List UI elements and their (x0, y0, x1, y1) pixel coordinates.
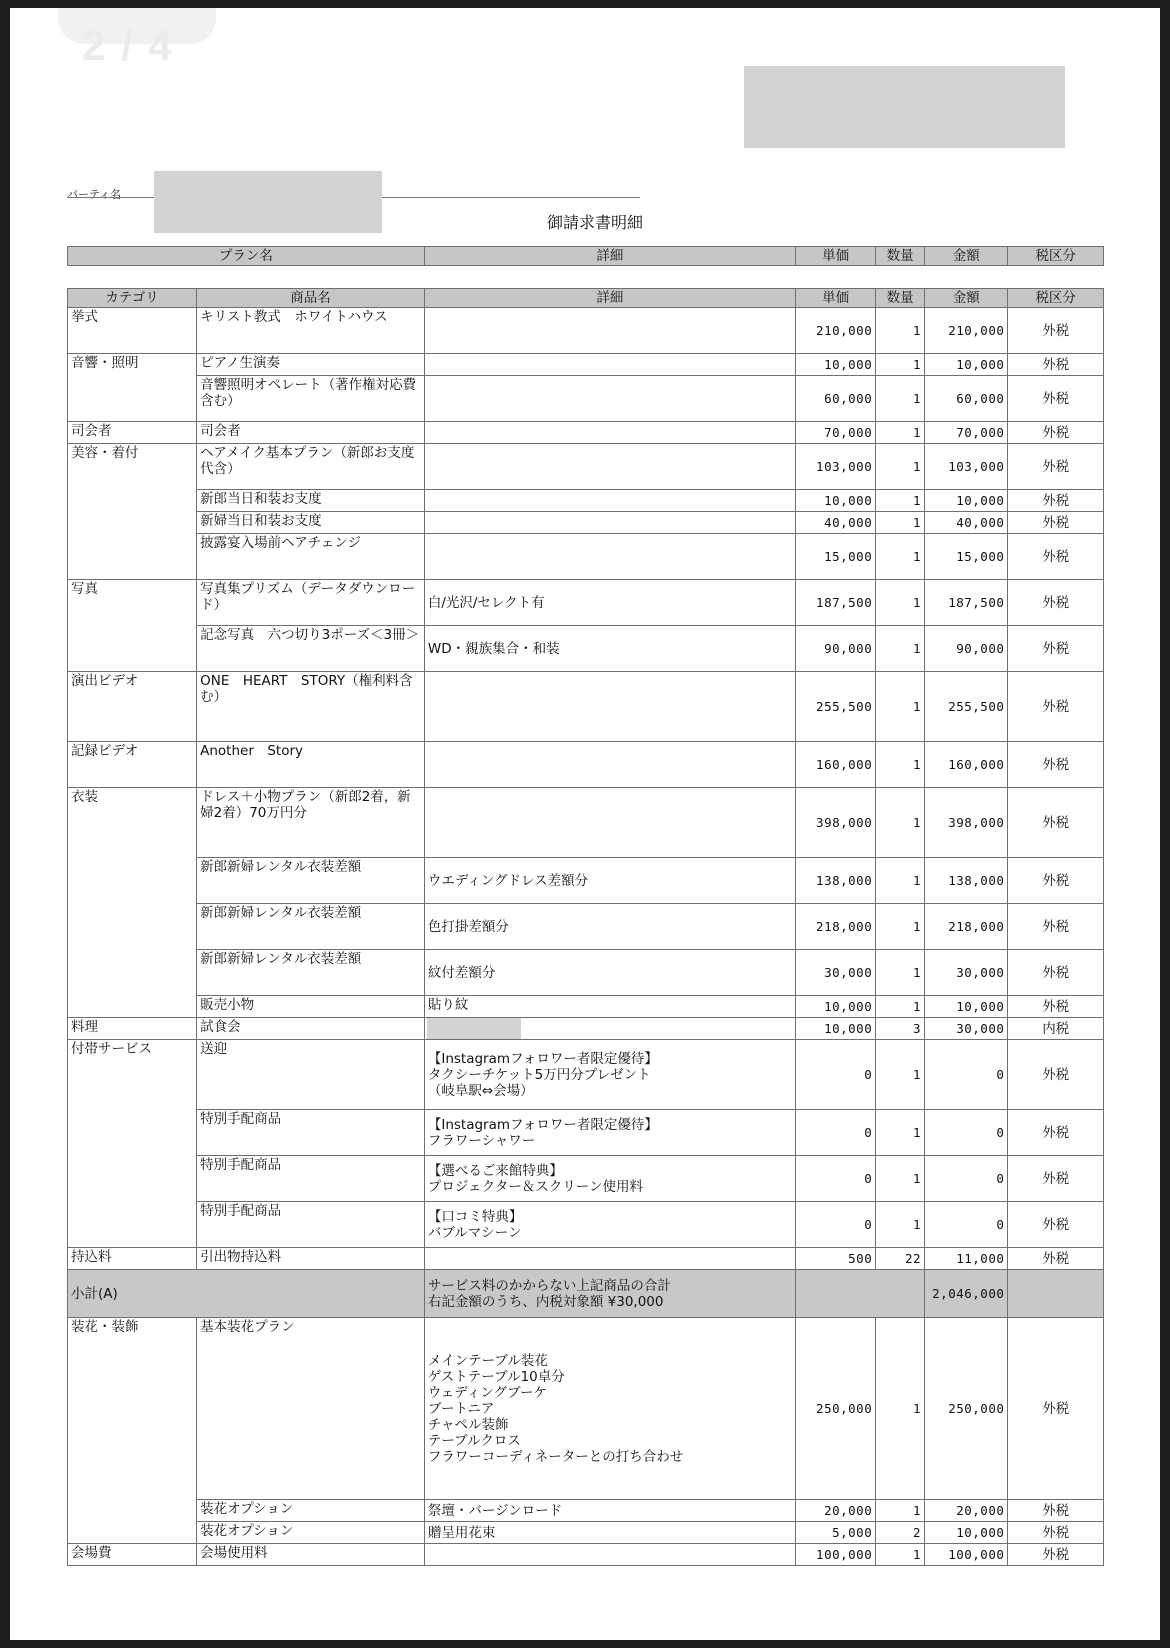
detail-cell (424, 512, 795, 534)
amount-cell: 10,000 (925, 1522, 1008, 1544)
col-unit-price: 単価 (795, 289, 875, 308)
redacted-header-block (744, 66, 1065, 148)
category-cell: 会場費 (68, 1544, 197, 1566)
unit-price-cell: 5,000 (795, 1522, 875, 1544)
product-cell: 披露宴入場前ヘアチェンジ (197, 534, 425, 580)
detail-cell (424, 354, 795, 376)
amount-cell: 218,000 (925, 904, 1008, 950)
product-cell: 装花オプション (197, 1500, 425, 1522)
product-cell: 新郎新婦レンタル衣装差額 (197, 950, 425, 996)
qty-cell: 1 (876, 354, 925, 376)
amount-cell: 40,000 (925, 512, 1008, 534)
tax-cell: 外税 (1008, 950, 1104, 996)
unit-price-cell: 210,000 (795, 308, 875, 354)
detail-cell: 【選べるご来館特典】 プロジェクター＆スクリーン使用料 (424, 1156, 795, 1202)
detail-cell (424, 788, 795, 858)
amount-cell: 103,000 (925, 444, 1008, 490)
product-cell: 基本装花プラン (197, 1318, 425, 1500)
qty-cell: 1 (876, 904, 925, 950)
table-row (68, 534, 1104, 580)
unit-price-cell: 255,500 (795, 672, 875, 742)
amount-cell: 138,000 (925, 858, 1008, 904)
detail-cell: 贈呈用花束 (424, 1522, 795, 1544)
category-cell: 付帯サービス (68, 1040, 197, 1248)
tax-cell: 外税 (1008, 490, 1104, 512)
qty-cell: 1 (876, 1156, 925, 1202)
col-tax: 税区分 (1008, 247, 1104, 266)
qty-cell: 1 (876, 858, 925, 904)
category-cell: 司会者 (68, 422, 197, 444)
qty-cell: 1 (876, 1318, 925, 1500)
amount-cell: 30,000 (925, 950, 1008, 996)
product-cell: 送迎 (197, 1040, 425, 1110)
category-cell: 記録ビデオ (68, 742, 197, 788)
tax-cell: 外税 (1008, 858, 1104, 904)
tax-cell: 外税 (1008, 534, 1104, 580)
tax-cell: 外税 (1008, 1522, 1104, 1544)
category-cell: 装花・装飾 (68, 1318, 197, 1544)
subtotal-empty (795, 1270, 924, 1318)
product-cell: 記念写真 六つ切り3ポーズ＜3冊＞ (197, 626, 425, 672)
table-row (68, 1110, 1104, 1156)
unit-price-cell: 218,000 (795, 904, 875, 950)
unit-price-cell: 250,000 (795, 1318, 875, 1500)
qty-cell: 1 (876, 534, 925, 580)
amount-cell: 250,000 (925, 1318, 1008, 1500)
unit-price-cell: 10,000 (795, 1018, 875, 1040)
detail-cell (424, 308, 795, 354)
col-amount: 金額 (925, 247, 1008, 266)
unit-price-cell: 10,000 (795, 996, 875, 1018)
tax-cell: 外税 (1008, 1110, 1104, 1156)
amount-cell: 70,000 (925, 422, 1008, 444)
qty-cell: 1 (876, 1202, 925, 1248)
table-row (68, 996, 1104, 1018)
detail-cell (424, 422, 795, 444)
amount-cell: 10,000 (925, 996, 1008, 1018)
qty-cell: 1 (876, 672, 925, 742)
tax-cell: 外税 (1008, 422, 1104, 444)
table-row (68, 512, 1104, 534)
tax-cell: 外税 (1008, 742, 1104, 788)
unit-price-cell: 10,000 (795, 490, 875, 512)
table-row (68, 1018, 1104, 1040)
detail-cell: 色打掛差額分 (424, 904, 795, 950)
product-cell: Another Story (197, 742, 425, 788)
product-cell: 司会者 (197, 422, 425, 444)
table-row (68, 1318, 1104, 1500)
table-row (68, 354, 1104, 376)
col-qty: 数量 (876, 289, 925, 308)
qty-cell: 1 (876, 742, 925, 788)
unit-price-cell: 0 (795, 1202, 875, 1248)
detail-cell: ウエディングドレス差額分 (424, 858, 795, 904)
tax-cell: 外税 (1008, 672, 1104, 742)
detail-cell (424, 1544, 795, 1566)
table-row (68, 580, 1104, 626)
product-cell: 新郎新婦レンタル衣装差額 (197, 858, 425, 904)
category-cell: 挙式 (68, 308, 197, 354)
unit-price-cell: 0 (795, 1040, 875, 1110)
col-plan-name: プラン名 (68, 247, 425, 266)
plan-table-header (68, 247, 1104, 266)
col-detail: 詳細 (424, 289, 795, 308)
unit-price-cell: 103,000 (795, 444, 875, 490)
unit-price-cell: 90,000 (795, 626, 875, 672)
qty-cell: 1 (876, 1110, 925, 1156)
table-row (68, 1202, 1104, 1248)
detail-cell: 祭壇・バージンロード (424, 1500, 795, 1522)
subtotal-amount: 2,046,000 (925, 1270, 1008, 1318)
plan-table (67, 246, 1104, 266)
product-cell: ONE HEART STORY（権利料含む） (197, 672, 425, 742)
unit-price-cell: 100,000 (795, 1544, 875, 1566)
qty-cell: 1 (876, 580, 925, 626)
category-cell: 音響・照明 (68, 354, 197, 422)
qty-cell: 1 (876, 308, 925, 354)
tax-cell: 外税 (1008, 580, 1104, 626)
detail-cell (424, 376, 795, 422)
product-cell: ヘアメイク基本プラン（新郎お支度代含） (197, 444, 425, 490)
qty-cell: 1 (876, 996, 925, 1018)
detail-cell (424, 672, 795, 742)
product-cell: キリスト教式 ホワイトハウス (197, 308, 425, 354)
detail-cell: 【Instagramフォロワー者限定優待】 タクシーチケット5万円分プレゼント （岐阜駅⇔会場） (424, 1040, 795, 1110)
unit-price-cell: 40,000 (795, 512, 875, 534)
detail-cell: 白/光沢/セレクト有 (424, 580, 795, 626)
amount-cell: 187,500 (925, 580, 1008, 626)
amount-cell: 0 (925, 1040, 1008, 1110)
subtotal-tax-empty (1008, 1270, 1104, 1318)
table-row (68, 1248, 1104, 1270)
table-row (68, 376, 1104, 422)
qty-cell: 1 (876, 626, 925, 672)
col-product: 商品名 (197, 289, 425, 308)
subtotal-detail: サービス料のかからない上記商品の合計 右記金額のうち、内税対象額 ¥30,000 (424, 1270, 795, 1318)
table-row (68, 1040, 1104, 1110)
category-cell: 写真 (68, 580, 197, 672)
detail-cell: WD・親族集合・和装 (424, 626, 795, 672)
category-cell: 演出ビデオ (68, 672, 197, 742)
product-cell: ピアノ生演奏 (197, 354, 425, 376)
table-row (68, 1544, 1104, 1566)
amount-cell: 90,000 (925, 626, 1008, 672)
tax-cell: 外税 (1008, 308, 1104, 354)
document-page (10, 8, 1160, 1640)
detail-cell: 紋付差額分 (424, 950, 795, 996)
table-row (68, 742, 1104, 788)
table-row (68, 626, 1104, 672)
tax-cell: 外税 (1008, 512, 1104, 534)
product-cell: 会場使用料 (197, 1544, 425, 1566)
table-row (68, 444, 1104, 490)
col-category: カテゴリ (68, 289, 197, 308)
unit-price-cell: 30,000 (795, 950, 875, 996)
table-row (68, 1156, 1104, 1202)
party-name-label: パーティ名 (67, 188, 122, 201)
product-cell: 特別手配商品 (197, 1156, 425, 1202)
table-row (68, 490, 1104, 512)
col-unit-price: 単価 (795, 247, 875, 266)
page-indicator: 2 / 4 (82, 22, 174, 69)
product-cell: 試食会 (197, 1018, 425, 1040)
table-row (68, 950, 1104, 996)
tax-cell: 外税 (1008, 904, 1104, 950)
qty-cell: 1 (876, 490, 925, 512)
qty-cell: 2 (876, 1522, 925, 1544)
tax-cell: 外税 (1008, 1202, 1104, 1248)
unit-price-cell: 20,000 (795, 1500, 875, 1522)
detail-cell: 【口コミ特典】 バブルマシーン (424, 1202, 795, 1248)
tax-cell: 外税 (1008, 1500, 1104, 1522)
unit-price-cell: 15,000 (795, 534, 875, 580)
product-cell: 音響照明オペレート（著作権対応費含む） (197, 376, 425, 422)
table-row (68, 1500, 1104, 1522)
amount-cell: 255,500 (925, 672, 1008, 742)
qty-cell: 1 (876, 950, 925, 996)
amount-cell: 15,000 (925, 534, 1008, 580)
table-row (68, 904, 1104, 950)
tax-cell: 外税 (1008, 626, 1104, 672)
tax-cell: 外税 (1008, 444, 1104, 490)
redacted-detail (427, 1018, 521, 1040)
unit-price-cell: 500 (795, 1248, 875, 1270)
amount-cell: 10,000 (925, 490, 1008, 512)
item-table-header (68, 289, 1104, 308)
qty-cell: 1 (876, 376, 925, 422)
product-cell: 引出物持込料 (197, 1248, 425, 1270)
product-cell: 装花オプション (197, 1522, 425, 1544)
product-cell: 新郎当日和装お支度 (197, 490, 425, 512)
unit-price-cell: 0 (795, 1156, 875, 1202)
detail-cell (424, 1248, 795, 1270)
tax-cell: 外税 (1008, 788, 1104, 858)
amount-cell: 0 (925, 1110, 1008, 1156)
qty-cell: 22 (876, 1248, 925, 1270)
amount-cell: 60,000 (925, 376, 1008, 422)
product-cell: 新婦当日和装お支度 (197, 512, 425, 534)
table-row (68, 1522, 1104, 1544)
qty-cell: 3 (876, 1018, 925, 1040)
unit-price-cell: 70,000 (795, 422, 875, 444)
detail-cell (424, 742, 795, 788)
tax-cell: 外税 (1008, 1156, 1104, 1202)
subtotal-row (68, 1270, 1104, 1318)
amount-cell: 10,000 (925, 354, 1008, 376)
qty-cell: 1 (876, 788, 925, 858)
amount-cell: 210,000 (925, 308, 1008, 354)
table-row (68, 422, 1104, 444)
unit-price-cell: 0 (795, 1110, 875, 1156)
amount-cell: 11,000 (925, 1248, 1008, 1270)
product-cell: 写真集プリズム（データダウンロード） (197, 580, 425, 626)
category-cell: 衣装 (68, 788, 197, 1018)
table-row (68, 788, 1104, 858)
tax-cell: 外税 (1008, 354, 1104, 376)
col-tax: 税区分 (1008, 289, 1104, 308)
col-detail: 詳細 (424, 247, 795, 266)
amount-cell: 100,000 (925, 1544, 1008, 1566)
col-amount: 金額 (925, 289, 1008, 308)
amount-cell: 0 (925, 1202, 1008, 1248)
tax-cell: 外税 (1008, 1544, 1104, 1566)
qty-cell: 1 (876, 1500, 925, 1522)
product-cell: 販売小物 (197, 996, 425, 1018)
amount-cell: 398,000 (925, 788, 1008, 858)
unit-price-cell: 138,000 (795, 858, 875, 904)
qty-cell: 1 (876, 444, 925, 490)
amount-cell: 160,000 (925, 742, 1008, 788)
table-row (68, 858, 1104, 904)
document-title (10, 210, 1160, 233)
amount-cell: 30,000 (925, 1018, 1008, 1040)
category-cell: 美容・着付 (68, 444, 197, 580)
unit-price-cell: 160,000 (795, 742, 875, 788)
unit-price-cell: 398,000 (795, 788, 875, 858)
detail-cell (424, 1018, 795, 1040)
qty-cell: 1 (876, 1040, 925, 1110)
unit-price-cell: 60,000 (795, 376, 875, 422)
unit-price-cell: 187,500 (795, 580, 875, 626)
qty-cell: 1 (876, 512, 925, 534)
tax-cell: 内税 (1008, 1018, 1104, 1040)
tax-cell: 外税 (1008, 1040, 1104, 1110)
item-table (67, 288, 1104, 1566)
detail-cell: 【Instagramフォロワー者限定優待】 フラワーシャワー (424, 1110, 795, 1156)
tax-cell: 外税 (1008, 1248, 1104, 1270)
product-cell: ドレス＋小物プラン（新郎2着，新婦2着）70万円分 (197, 788, 425, 858)
document-title-text: 御請求書明細 (546, 213, 643, 232)
tax-cell: 外税 (1008, 376, 1104, 422)
detail-cell (424, 444, 795, 490)
unit-price-cell: 10,000 (795, 354, 875, 376)
category-cell: 持込料 (68, 1248, 197, 1270)
amount-cell: 0 (925, 1156, 1008, 1202)
product-cell: 特別手配商品 (197, 1202, 425, 1248)
product-cell: 新郎新婦レンタル衣装差額 (197, 904, 425, 950)
subtotal-label: 小計(A) (68, 1270, 425, 1318)
col-qty: 数量 (876, 247, 925, 266)
table-row (68, 672, 1104, 742)
detail-cell (424, 490, 795, 512)
detail-cell (424, 534, 795, 580)
tax-cell: 外税 (1008, 996, 1104, 1018)
qty-cell: 1 (876, 1544, 925, 1566)
product-cell: 特別手配商品 (197, 1110, 425, 1156)
amount-cell: 20,000 (925, 1500, 1008, 1522)
detail-cell: メインテーブル装花 ゲストテーブル10卓分 ウェディングブーケ ブートニア チャペル装飾 テーブルクロス フラワーコーディネーターとの打ち合わせ (424, 1318, 795, 1500)
category-cell: 料理 (68, 1018, 197, 1040)
tax-cell: 外税 (1008, 1318, 1104, 1500)
table-row (68, 308, 1104, 354)
detail-cell: 貼り紋 (424, 996, 795, 1018)
qty-cell: 1 (876, 422, 925, 444)
